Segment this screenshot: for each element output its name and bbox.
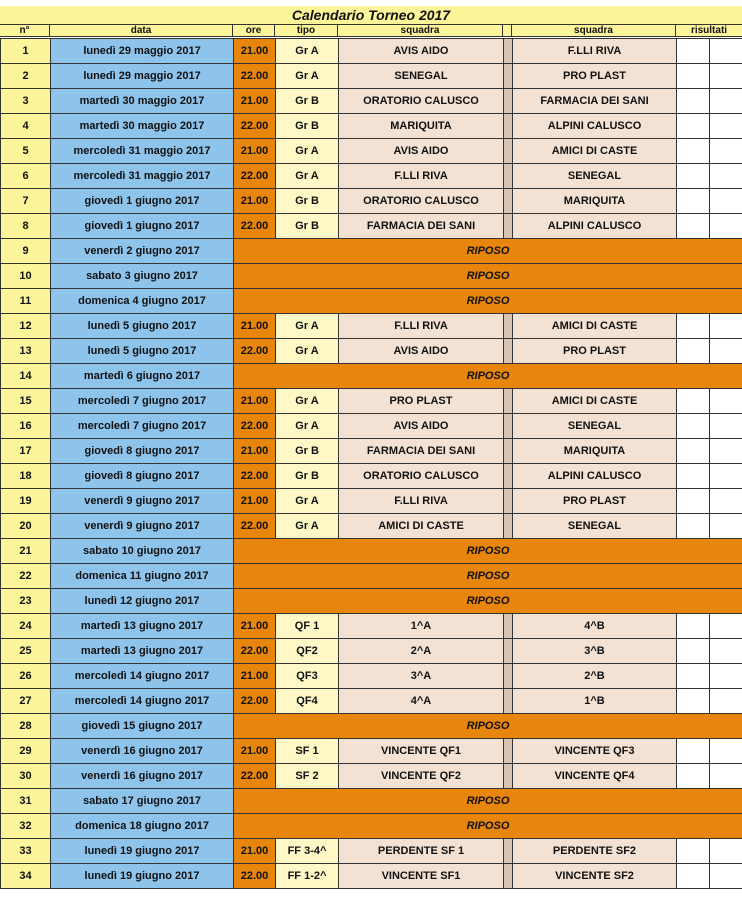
home-team: 4^A — [339, 689, 504, 714]
match-time: 21.00 — [234, 89, 276, 114]
away-team: MARIQUITA — [513, 439, 677, 464]
match-number: 18 — [1, 464, 51, 489]
match-time: 21.00 — [234, 189, 276, 214]
match-number: 20 — [1, 514, 51, 539]
match-date: giovedì 1 giugno 2017 — [51, 214, 234, 239]
header-ore: ore — [233, 25, 275, 37]
away-team: AMICI DI CASTE — [513, 314, 677, 339]
result-away-cell[interactable] — [710, 839, 742, 864]
team-separator — [504, 189, 513, 214]
result-away-cell[interactable] — [710, 214, 742, 239]
away-team: PRO PLAST — [513, 489, 677, 514]
home-team: VINCENTE QF2 — [339, 764, 504, 789]
match-number: 23 — [1, 589, 51, 614]
header-risultati: risultati — [676, 25, 742, 37]
match-type: Gr A — [276, 64, 339, 89]
match-row — [1, 339, 742, 364]
away-team: AMICI DI CASTE — [513, 389, 677, 414]
match-date: martedì 13 giugno 2017 — [51, 614, 234, 639]
match-row — [1, 139, 742, 164]
result-home-cell[interactable] — [677, 464, 710, 489]
result-home-cell[interactable] — [677, 189, 710, 214]
team-separator — [504, 864, 513, 889]
match-row — [1, 89, 742, 114]
result-away-cell[interactable] — [710, 39, 742, 64]
match-number: 4 — [1, 114, 51, 139]
match-date: mercoledì 14 giugno 2017 — [51, 689, 234, 714]
home-team: F.LLI RIVA — [339, 164, 504, 189]
match-row — [1, 314, 742, 339]
match-number: 26 — [1, 664, 51, 689]
result-away-cell[interactable] — [710, 314, 742, 339]
match-date: lunedì 19 giugno 2017 — [51, 839, 234, 864]
match-date: martedì 13 giugno 2017 — [51, 639, 234, 664]
result-home-cell[interactable] — [677, 164, 710, 189]
match-type: Gr A — [276, 164, 339, 189]
rest-day-cell: RIPOSO — [234, 814, 742, 839]
team-separator — [504, 339, 513, 364]
match-number: 5 — [1, 139, 51, 164]
match-row — [1, 739, 742, 764]
match-date: mercoledì 14 giugno 2017 — [51, 664, 234, 689]
match-time: 22.00 — [234, 764, 276, 789]
sheet-title: Calendario Torneo 2017 — [0, 6, 742, 25]
match-date: lunedì 5 giugno 2017 — [51, 339, 234, 364]
away-team: SENEGAL — [513, 514, 677, 539]
away-team: FARMACIA DEI SANI — [513, 89, 677, 114]
match-row — [1, 839, 742, 864]
match-type: Gr A — [276, 389, 339, 414]
match-row — [1, 389, 742, 414]
match-time: 21.00 — [234, 139, 276, 164]
rest-day-cell: RIPOSO — [234, 589, 742, 614]
result-home-cell[interactable] — [677, 439, 710, 464]
result-away-cell[interactable] — [710, 414, 742, 439]
match-time: 22.00 — [234, 414, 276, 439]
header-separator — [503, 25, 512, 37]
team-separator — [504, 489, 513, 514]
team-separator — [504, 614, 513, 639]
team-separator — [504, 89, 513, 114]
match-row — [1, 214, 742, 239]
result-home-cell[interactable] — [677, 839, 710, 864]
match-number: 13 — [1, 339, 51, 364]
home-team: AVIS AIDO — [339, 139, 504, 164]
result-away-cell[interactable] — [710, 64, 742, 89]
match-type: SF 2 — [276, 764, 339, 789]
match-row — [1, 239, 742, 264]
away-team: SENEGAL — [513, 164, 677, 189]
home-team: AVIS AIDO — [339, 339, 504, 364]
result-away-cell[interactable] — [710, 339, 742, 364]
match-number: 34 — [1, 864, 51, 889]
schedule-table — [0, 38, 742, 889]
match-number: 7 — [1, 189, 51, 214]
match-date: giovedì 8 giugno 2017 — [51, 464, 234, 489]
result-away-cell[interactable] — [710, 114, 742, 139]
result-away-cell[interactable] — [710, 439, 742, 464]
away-team: VINCENTE SF2 — [513, 864, 677, 889]
match-date: mercoledì 31 maggio 2017 — [51, 139, 234, 164]
match-row — [1, 789, 742, 814]
team-separator — [504, 214, 513, 239]
match-date: martedì 30 maggio 2017 — [51, 89, 234, 114]
result-away-cell[interactable] — [710, 89, 742, 114]
match-number: 29 — [1, 739, 51, 764]
match-date: domenica 4 giugno 2017 — [51, 289, 234, 314]
match-date: domenica 18 giugno 2017 — [51, 814, 234, 839]
away-team: VINCENTE QF4 — [513, 764, 677, 789]
match-row — [1, 39, 742, 64]
match-row — [1, 439, 742, 464]
result-away-cell[interactable] — [710, 639, 742, 664]
away-team: SENEGAL — [513, 414, 677, 439]
rest-day-cell: RIPOSO — [234, 289, 742, 314]
rest-day-cell: RIPOSO — [234, 789, 742, 814]
team-separator — [504, 439, 513, 464]
match-row — [1, 589, 742, 614]
result-away-cell[interactable] — [710, 139, 742, 164]
rest-day-cell: RIPOSO — [234, 364, 742, 389]
match-row — [1, 639, 742, 664]
result-home-cell[interactable] — [677, 489, 710, 514]
team-separator — [504, 139, 513, 164]
result-away-cell[interactable] — [710, 614, 742, 639]
match-row — [1, 189, 742, 214]
home-team: AMICI DI CASTE — [339, 514, 504, 539]
match-type: Gr A — [276, 489, 339, 514]
match-time: 22.00 — [234, 214, 276, 239]
result-home-cell[interactable] — [677, 389, 710, 414]
match-time: 22.00 — [234, 689, 276, 714]
match-number: 11 — [1, 289, 51, 314]
rest-day-cell: RIPOSO — [234, 539, 742, 564]
home-team: F.LLI RIVA — [339, 314, 504, 339]
match-row — [1, 514, 742, 539]
match-row — [1, 614, 742, 639]
away-team: PRO PLAST — [513, 339, 677, 364]
result-away-cell[interactable] — [710, 389, 742, 414]
match-number: 30 — [1, 764, 51, 789]
match-number: 22 — [1, 564, 51, 589]
match-type: Gr A — [276, 514, 339, 539]
match-number: 14 — [1, 364, 51, 389]
team-separator — [504, 464, 513, 489]
home-team: AVIS AIDO — [339, 414, 504, 439]
match-number: 9 — [1, 239, 51, 264]
result-away-cell[interactable] — [710, 514, 742, 539]
home-team: 2^A — [339, 639, 504, 664]
team-separator — [504, 414, 513, 439]
match-time: 22.00 — [234, 64, 276, 89]
match-date: venerdì 9 giugno 2017 — [51, 514, 234, 539]
result-away-cell[interactable] — [710, 764, 742, 789]
match-time: 21.00 — [234, 489, 276, 514]
result-home-cell[interactable] — [677, 639, 710, 664]
match-type: Gr B — [276, 464, 339, 489]
match-date: mercoledì 7 giugno 2017 — [51, 389, 234, 414]
match-row — [1, 289, 742, 314]
match-time: 21.00 — [234, 39, 276, 64]
home-team: ORATORIO CALUSCO — [339, 89, 504, 114]
match-time: 22.00 — [234, 514, 276, 539]
match-number: 6 — [1, 164, 51, 189]
result-away-cell[interactable] — [710, 739, 742, 764]
match-type: QF2 — [276, 639, 339, 664]
header-squadra-1: squadra — [338, 25, 503, 37]
home-team: MARIQUITA — [339, 114, 504, 139]
result-home-cell[interactable] — [677, 739, 710, 764]
match-date: mercoledì 31 maggio 2017 — [51, 164, 234, 189]
match-number: 10 — [1, 264, 51, 289]
result-home-cell[interactable] — [677, 339, 710, 364]
rest-day-cell: RIPOSO — [234, 714, 742, 739]
rest-day-cell: RIPOSO — [234, 239, 742, 264]
home-team: FARMACIA DEI SANI — [339, 439, 504, 464]
match-time: 21.00 — [234, 664, 276, 689]
home-team: FARMACIA DEI SANI — [339, 214, 504, 239]
match-date: venerdì 2 giugno 2017 — [51, 239, 234, 264]
result-home-cell[interactable] — [677, 39, 710, 64]
result-home-cell[interactable] — [677, 314, 710, 339]
header-n: n° — [0, 25, 50, 37]
match-time: 21.00 — [234, 614, 276, 639]
match-date: lunedì 19 giugno 2017 — [51, 864, 234, 889]
result-home-cell[interactable] — [677, 689, 710, 714]
match-type: FF 1-2^ — [276, 864, 339, 889]
match-row — [1, 464, 742, 489]
match-row — [1, 714, 742, 739]
match-time: 21.00 — [234, 839, 276, 864]
match-number: 21 — [1, 539, 51, 564]
match-number: 24 — [1, 614, 51, 639]
result-home-cell[interactable] — [677, 864, 710, 889]
match-number: 12 — [1, 314, 51, 339]
team-separator — [504, 764, 513, 789]
match-type: Gr A — [276, 339, 339, 364]
match-number: 1 — [1, 39, 51, 64]
match-date: giovedì 8 giugno 2017 — [51, 439, 234, 464]
match-date: martedì 6 giugno 2017 — [51, 364, 234, 389]
away-team: AMICI DI CASTE — [513, 139, 677, 164]
team-separator — [504, 639, 513, 664]
match-date: venerdì 9 giugno 2017 — [51, 489, 234, 514]
match-type: Gr B — [276, 214, 339, 239]
result-home-cell[interactable] — [677, 139, 710, 164]
match-number: 16 — [1, 414, 51, 439]
match-date: venerdì 16 giugno 2017 — [51, 764, 234, 789]
match-type: FF 3-4^ — [276, 839, 339, 864]
match-date: giovedì 1 giugno 2017 — [51, 189, 234, 214]
match-type: Gr B — [276, 189, 339, 214]
result-away-cell[interactable] — [710, 189, 742, 214]
match-number: 31 — [1, 789, 51, 814]
home-team: ORATORIO CALUSCO — [339, 464, 504, 489]
match-number: 2 — [1, 64, 51, 89]
home-team: AVIS AIDO — [339, 39, 504, 64]
result-home-cell[interactable] — [677, 514, 710, 539]
away-team: 2^B — [513, 664, 677, 689]
home-team: VINCENTE SF1 — [339, 864, 504, 889]
home-team: 1^A — [339, 614, 504, 639]
match-number: 8 — [1, 214, 51, 239]
away-team: F.LLI RIVA — [513, 39, 677, 64]
match-number: 33 — [1, 839, 51, 864]
match-date: sabato 3 giugno 2017 — [51, 264, 234, 289]
match-number: 28 — [1, 714, 51, 739]
result-away-cell[interactable] — [710, 464, 742, 489]
match-date: giovedì 15 giugno 2017 — [51, 714, 234, 739]
team-separator — [504, 164, 513, 189]
match-row — [1, 539, 742, 564]
match-number: 15 — [1, 389, 51, 414]
match-date: sabato 17 giugno 2017 — [51, 789, 234, 814]
home-team: PRO PLAST — [339, 389, 504, 414]
match-row — [1, 664, 742, 689]
match-row — [1, 864, 742, 889]
match-date: martedì 30 maggio 2017 — [51, 114, 234, 139]
match-time: 22.00 — [234, 864, 276, 889]
away-team: 1^B — [513, 689, 677, 714]
match-type: Gr A — [276, 314, 339, 339]
header-data: data — [50, 25, 233, 37]
match-row — [1, 164, 742, 189]
match-type: Gr A — [276, 414, 339, 439]
match-type: Gr B — [276, 89, 339, 114]
result-home-cell[interactable] — [677, 89, 710, 114]
match-row — [1, 264, 742, 289]
result-home-cell[interactable] — [677, 614, 710, 639]
team-separator — [504, 64, 513, 89]
away-team: 4^B — [513, 614, 677, 639]
match-row — [1, 114, 742, 139]
team-separator — [504, 389, 513, 414]
result-away-cell[interactable] — [710, 164, 742, 189]
match-type: SF 1 — [276, 739, 339, 764]
home-team: ORATORIO CALUSCO — [339, 189, 504, 214]
home-team: VINCENTE QF1 — [339, 739, 504, 764]
team-separator — [504, 39, 513, 64]
team-separator — [504, 514, 513, 539]
rest-day-cell: RIPOSO — [234, 264, 742, 289]
result-home-cell[interactable] — [677, 764, 710, 789]
match-number: 27 — [1, 689, 51, 714]
match-row — [1, 814, 742, 839]
match-row — [1, 364, 742, 389]
away-team: PERDENTE SF2 — [513, 839, 677, 864]
match-time: 21.00 — [234, 314, 276, 339]
team-separator — [504, 664, 513, 689]
away-team: MARIQUITA — [513, 189, 677, 214]
result-away-cell[interactable] — [710, 664, 742, 689]
match-row — [1, 764, 742, 789]
match-type: QF3 — [276, 664, 339, 689]
home-team: PERDENTE SF 1 — [339, 839, 504, 864]
away-team: PRO PLAST — [513, 64, 677, 89]
result-home-cell[interactable] — [677, 64, 710, 89]
match-type: QF 1 — [276, 614, 339, 639]
match-time: 22.00 — [234, 164, 276, 189]
team-separator — [504, 739, 513, 764]
match-date: mercoledì 7 giugno 2017 — [51, 414, 234, 439]
match-row — [1, 414, 742, 439]
match-time: 21.00 — [234, 739, 276, 764]
match-time: 22.00 — [234, 639, 276, 664]
away-team: ALPINI CALUSCO — [513, 464, 677, 489]
match-row — [1, 489, 742, 514]
home-team: SENEGAL — [339, 64, 504, 89]
result-away-cell[interactable] — [710, 689, 742, 714]
match-number: 25 — [1, 639, 51, 664]
header-tipo: tipo — [275, 25, 338, 37]
result-home-cell[interactable] — [677, 214, 710, 239]
match-number: 32 — [1, 814, 51, 839]
match-date: venerdì 16 giugno 2017 — [51, 739, 234, 764]
header-squadra-2: squadra — [512, 25, 676, 37]
match-type: Gr A — [276, 139, 339, 164]
match-date: lunedì 29 maggio 2017 — [51, 64, 234, 89]
away-team: ALPINI CALUSCO — [513, 214, 677, 239]
match-date: sabato 10 giugno 2017 — [51, 539, 234, 564]
match-date: domenica 11 giugno 2017 — [51, 564, 234, 589]
team-separator — [504, 839, 513, 864]
match-type: Gr B — [276, 114, 339, 139]
away-team: ALPINI CALUSCO — [513, 114, 677, 139]
home-team: 3^A — [339, 664, 504, 689]
team-separator — [504, 114, 513, 139]
match-row — [1, 564, 742, 589]
match-type: QF4 — [276, 689, 339, 714]
result-home-cell[interactable] — [677, 414, 710, 439]
match-type: Gr A — [276, 39, 339, 64]
match-date: lunedì 5 giugno 2017 — [51, 314, 234, 339]
match-time: 21.00 — [234, 389, 276, 414]
match-time: 21.00 — [234, 439, 276, 464]
match-time: 22.00 — [234, 464, 276, 489]
result-away-cell[interactable] — [710, 489, 742, 514]
match-number: 17 — [1, 439, 51, 464]
away-team: 3^B — [513, 639, 677, 664]
result-away-cell[interactable] — [710, 864, 742, 889]
match-date: lunedì 12 giugno 2017 — [51, 589, 234, 614]
result-home-cell[interactable] — [677, 114, 710, 139]
match-row — [1, 689, 742, 714]
match-row — [1, 64, 742, 89]
match-type: Gr B — [276, 439, 339, 464]
match-time: 22.00 — [234, 339, 276, 364]
result-home-cell[interactable] — [677, 664, 710, 689]
away-team: VINCENTE QF3 — [513, 739, 677, 764]
rest-day-cell: RIPOSO — [234, 564, 742, 589]
match-number: 19 — [1, 489, 51, 514]
match-number: 3 — [1, 89, 51, 114]
home-team: F.LLI RIVA — [339, 489, 504, 514]
match-time: 22.00 — [234, 114, 276, 139]
match-date: lunedì 29 maggio 2017 — [51, 39, 234, 64]
team-separator — [504, 314, 513, 339]
team-separator — [504, 689, 513, 714]
